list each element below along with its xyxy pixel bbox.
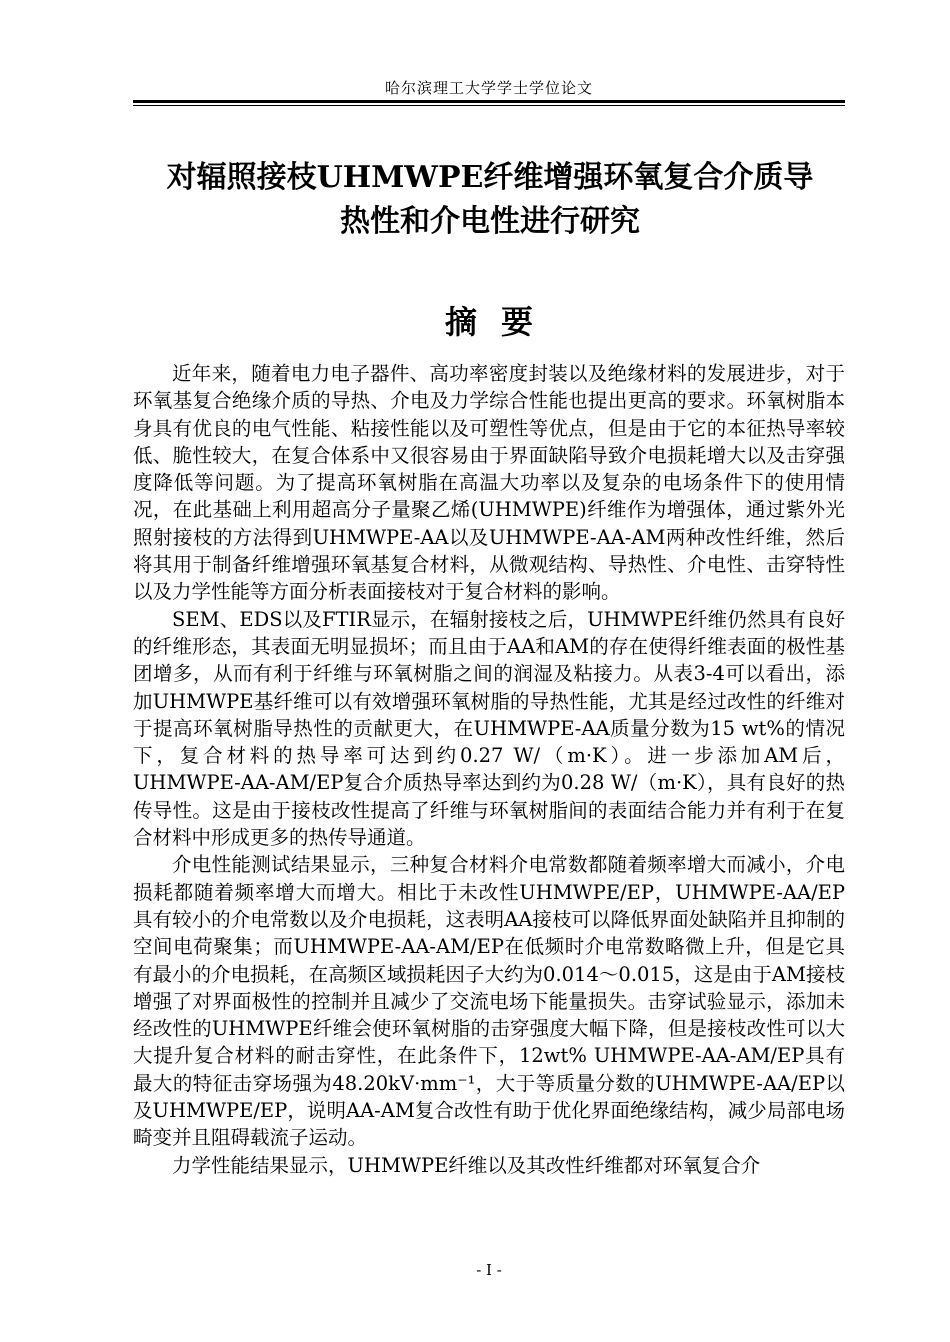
header-rule-thin (133, 105, 845, 106)
abstract-paragraph-3: 介电性能测试结果显示，三种复合材料介电常数都随着频率增大而减小，介电损耗都随着频率增大而增大。相比于未改性UHMWPE/EP，UHMWPE-AA/EP具有较小的介电常数以及介电损耗，这表明AA接枝可以降低界面处缺陷并且抑制的空间电荷聚集；而UHMWPE-AA-AM/EP在低频时介电常数略微上升，但是它具有最小的介电损耗，在高频区域损耗因子大约为0.014～0.015，这是由于AM接枝增强了对界面极性的控制并且减少了交流电场下能量损失。击穿试验显示，添加未经改性的UHMWPE纤维会使环氧树脂的击穿强度大幅下降，但是接枝改性可以大大提升复合材料的耐击穿性，在此条件下，12wt% UHMWPE-AA-AM/EP具有最大的特征击穿场强为48.20kV·mm⁻¹，大于等质量分数的UHMWPE-AA/EP以及UHMWPE/EP，说明AA-AM复合改性有助于优化界面绝缘结构，减少局部电场畸变并且阻碍载流子运动。 (133, 853, 845, 1150)
thesis-title-line-2: 热性和介电性进行研究 (340, 204, 640, 239)
abstract-paragraph-1: 近年来，随着电力电子器件、高功率密度封装以及绝缘材料的发展进步，对于环氧基复合绝缘介质的导热、介电及力学综合性能也提出更高的要求。环氧树脂本身具有优良的电气性能、粘接性能以及可塑性等优点，但是由于它的本征热导率较低、脆性较大，在复合体系中又很容易由于界面缺陷导致介电损耗增大以及击穿强度降低等问题。为了提高环氧树脂在高温大功率以及复杂的电场条件下的使用情况，在此基础上利用超高分子量聚乙烯(UHMWPE)纤维作为增强体，通过紫外光照射接枝的方法得到UHMWPE-AA以及UHMWPE-AA-AM两种改性纤维，然后将其用于制备纤维增强环氧基复合材料，从微观结构、导热性、介电性、击穿特性以及力学性能等方面分析表面接枝对于复合材料的影响。 (133, 362, 845, 604)
abstract-paragraph-4: 力学性能结果显示，UHMWPE纤维以及其改性纤维都对环氧复合介 (172, 1153, 761, 1177)
abstract-heading: 摘要 (444, 303, 557, 341)
thesis-title (120, 156, 860, 244)
abstract-body (133, 360, 845, 1179)
thesis-title-line-1: 对辐照接枝UHMWPE纤维增强环氧复合介质导 (166, 160, 814, 195)
header-rule-thick (133, 100, 845, 103)
page-number: - I - (476, 1261, 502, 1279)
abstract-paragraph-2: SEM、EDS以及FTIR显示，在辐射接枝之后，UHMWPE纤维仍然具有良好的纤维形态，其表面无明显损坏；而且由于AA和AM的存在使得纤维表面的极性基团增多，从而有利于纤维与环氧树脂之间的润湿及粘接力。从表3-4可以看出，添加UHMWPE基纤维可以有效增强环氧树脂的导热性能，尤其是经过改性的纤维对于提高环氧树脂导热性的贡献更大，在UHMWPE-AA质量分数为15 wt%的情况下，复合材料的热导率可达到约0.27 W/（m·K）。进一步添加AM后，UHMWPE-AA-AM/EP复合介质热导率达到约为0.28 W/（m·K），具有良好的热传导性。这是由于接枝改性提高了纤维与环氧树脂间的表面结合能力并有利于在复合材料中形成更多的热传导通道。 (133, 607, 845, 850)
running-header: 哈尔滨理工大学学士学位论文 (384, 79, 593, 97)
